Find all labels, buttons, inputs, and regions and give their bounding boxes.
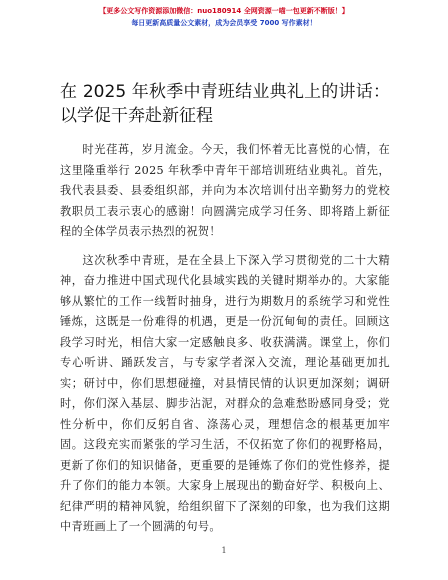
document-body xyxy=(60,140,390,546)
promo-banner xyxy=(0,6,448,28)
paragraph-review: 这次秋季中青班，是在全县上下深入学习贯彻党的二十大精神，奋力推进中国式现代化县域实践的关键时期举办的。大家能够从繁忙的工作一线暂时抽身，进行为期数月的系统学习和党性锤炼，这既是一份难得的机遇，更是一份沉甸甸的责任。回顾这段学习时光，相信大家一定感触良多、收获满满。课堂上，你们专心听讲、踊跃发言，与专家学者深入交流，理论基础更加扎实；研讨中，你们思想碰撞，对县情民情的认识更加深刻；调研时，你们深入基层、脚步沾泥，对群众的急难愁盼感同身受；党性分析中，你们反躬自省、涤荡心灵，理想信念的根基更加牢固。这段充实而紧张的学习生活，不仅拓宽了你们的视野格局，更新了你们的知识储备，更重要的是锤炼了你们的党性修养，提升了你们的能力本领。大家身上展现出的勤奋好学、积极向上、纪律严明的精神风貌，给组织留下了深刻的印象，也为我们这期中青班画上了一个圆满的句号。 xyxy=(60,253,390,533)
page-number: 1 xyxy=(221,546,227,555)
paragraph-opening: 时光荏苒，岁月流金。今天，我们怀着无比喜悦的心情，在这里隆重举行 2025 年秋季中青年干部培训班结业典礼。首先，我代表县委、县委组织部，并向为本次培训付出辛勤努力的党校教职员工表示衷心的感谢！向圆满完成学习任务、即将踏上新征程的全体学员表示热烈的祝贺！ xyxy=(60,143,390,238)
document-title: 在 2025 年秋季中青班结业典礼上的讲话：以学促干奔赴新征程 xyxy=(60,82,390,126)
promo-line-2: 每日更新高质量公文素材，成为会员享受 7000 写作素材！ xyxy=(131,19,317,27)
promo-line-1: 【更多公文写作资源添加微信：nuo180914 全网资源一喵一包更新不断版！】 xyxy=(99,7,349,15)
